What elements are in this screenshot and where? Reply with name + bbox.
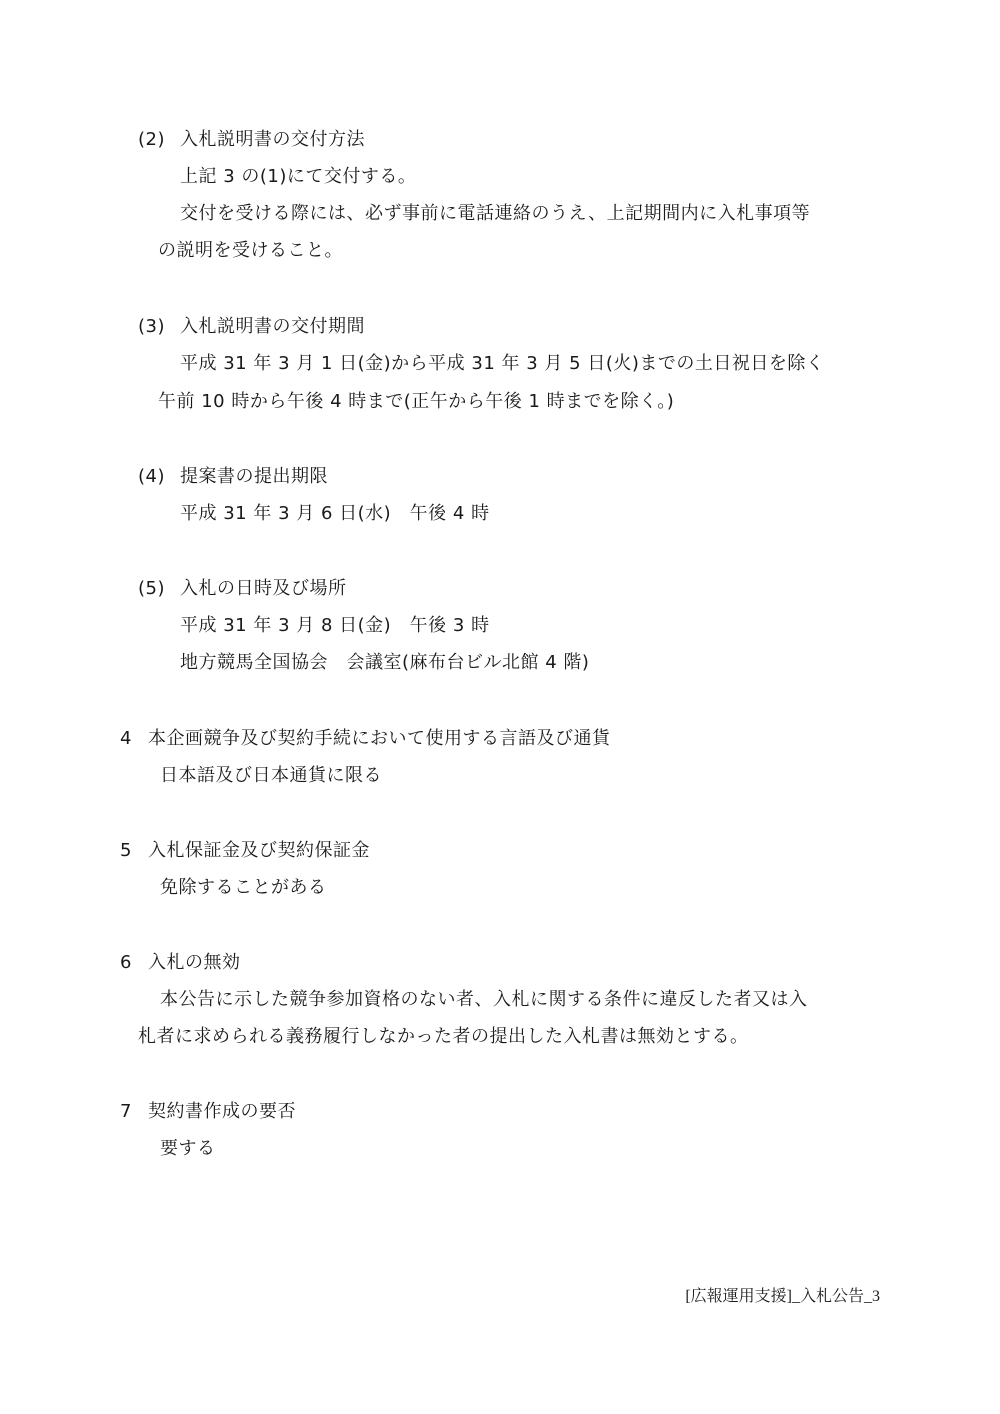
section-7-heading: 契約書作成の要否 <box>148 1101 296 1122</box>
subsection-5-label: (5) <box>138 578 165 599</box>
subsection-5-line-1: 平成 31 年 3 月 8 日(金) 午後 3 時 <box>180 615 490 636</box>
subsection-2-line-2: 交付を受ける際には、必ず事前に電話連絡のうえ、上記期間内に入札事項等 <box>180 203 811 224</box>
subsection-4-line-1: 平成 31 年 3 月 6 日(水) 午後 4 時 <box>180 503 490 524</box>
section-4-line-1: 日本語及び日本通貨に限る <box>160 765 382 786</box>
section-4-heading: 本企画競争及び契約手続において使用する言語及び通貨 <box>148 728 611 749</box>
subsection-2-heading: 入札説明書の交付方法 <box>180 129 365 150</box>
section-6-number: 6 <box>120 952 132 973</box>
subsection-3-line-2: 午前 10 時から午後 4 時まで(正午から午後 1 時までを除く。) <box>158 391 675 412</box>
subsection-5-line-2: 地方競馬全国協会 会議室(麻布台ビル北館 4 階) <box>180 652 590 673</box>
subsection-2-line-3: の説明を受けること。 <box>158 240 343 261</box>
subsection-3-heading: 入札説明書の交付期間 <box>180 316 365 337</box>
subsection-2-label: (2) <box>138 129 165 150</box>
subsection-2-line-1: 上記 3 の(1)にて交付する。 <box>180 166 417 187</box>
section-5-heading: 入札保証金及び契約保証金 <box>148 840 370 861</box>
section-6-line-2: 札者に求められる義務履行しなかった者の提出した入札書は無効とする。 <box>138 1026 749 1047</box>
section-7-number: 7 <box>120 1101 132 1122</box>
subsection-5-heading: 入札の日時及び場所 <box>180 578 347 599</box>
subsection-3-line-1: 平成 31 年 3 月 1 日(金)から平成 31 年 3 月 5 日(火)までの土日祝日を除く <box>180 353 825 374</box>
section-6-heading: 入札の無効 <box>148 952 241 973</box>
section-6-line-1: 本公告に示した競争参加資格のない者、入札に関する条件に違反した者又は入 <box>160 989 808 1010</box>
section-7-line-1: 要する <box>160 1138 216 1159</box>
page-footer: [広報運用支援]_入札公告_3 <box>685 1288 880 1305</box>
section-5-line-1: 免除することがある <box>160 877 327 898</box>
subsection-4-heading: 提案書の提出期限 <box>180 466 328 487</box>
section-4-number: 4 <box>120 728 132 749</box>
subsection-3-label: (3) <box>138 316 165 337</box>
section-5-number: 5 <box>120 840 132 861</box>
subsection-4-label: (4) <box>138 466 165 487</box>
